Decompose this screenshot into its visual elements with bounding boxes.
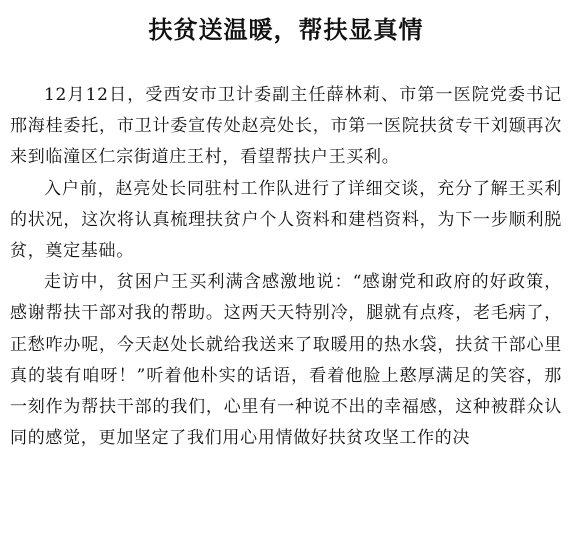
article-body — [10, 80, 562, 454]
article-title: 扶贫送温暖，帮扶显真情 — [148, 15, 424, 44]
paragraph-interview: 走访中，贫困户王买利满含感激地说：“感谢党和政府的好政策，感谢帮扶干部对我的帮助。这两天天特别冷，腿就有点疼，老毛病了，正愁咋办呢，今天赵处长就给我送来了取暖用的热水袋，扶贫干部心里真的装有咱呀！”听着他朴实的话语，看着他脸上憨厚满足的笑容，那一刻作为帮扶干部的我们，心里有一种说不出的幸福感，这种被群众认同的感觉，更加坚定了我们用心用情做好扶贫攻坚工作的决 — [10, 272, 562, 449]
paragraph-pre-visit: 入户前，赵亮处长同驻村工作队进行了详细交谈，充分了解王买利的状况，这次将认真梳理扶贫户个人资料和建档资料，为下一步顺利脱贫，奠定基础。 — [10, 178, 562, 262]
paragraph-visit-intro: 12月12日，受西安市卫计委副主任薛林莉、市第一医院党委书记邢海桂委托，市卫计委宣传处赵亮处长，市第一医院扶贫专干刘颋再次来到临潼区仁宗街道庄王村，看望帮扶户王买利。 — [10, 85, 562, 168]
